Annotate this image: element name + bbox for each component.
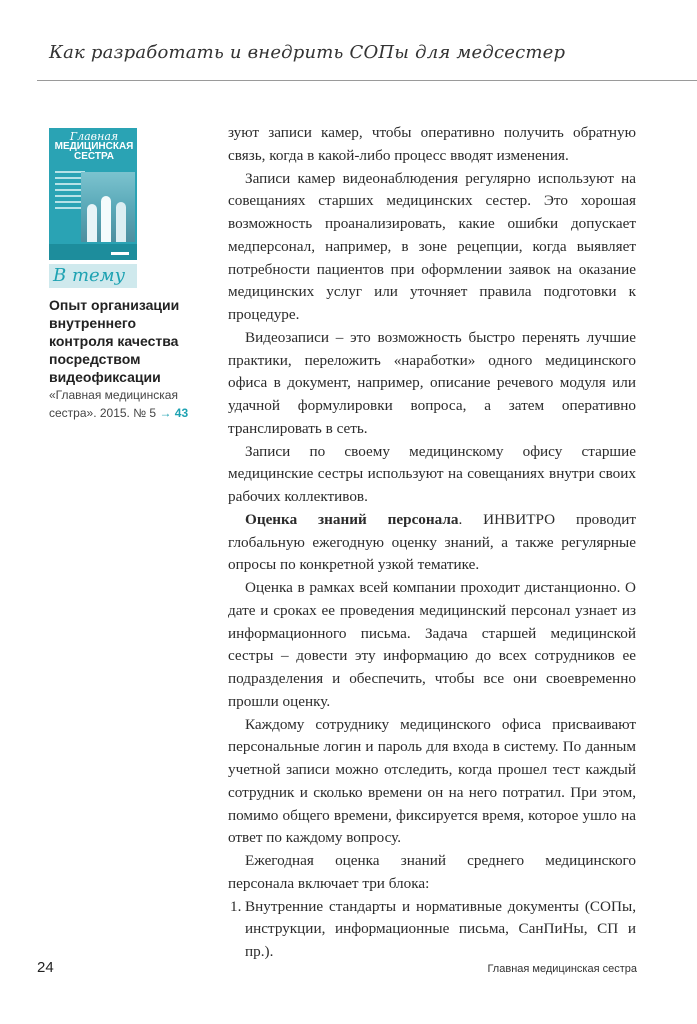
paragraph bbox=[228, 509, 636, 577]
footer-journal-title: Главная медицинская сестра bbox=[487, 963, 637, 975]
paragraph: Записи по своему медицинскому офису старшие медицинские сестры используют на совещаниях внутри своих рабочих коллективов. bbox=[228, 442, 636, 505]
cover-title: Главная МЕДИЦИНСКАЯ СЕСТРА bbox=[54, 130, 134, 162]
article-body bbox=[228, 122, 636, 964]
section-label: В тему bbox=[53, 265, 126, 286]
arrow-right-icon: → bbox=[159, 405, 172, 420]
paragraph: Ежегодная оценка знаний среднего медицинского персонала включает три блока: bbox=[228, 852, 636, 892]
paragraph-text: . ИНВИТРО проводит глобальную ежегодную оценку знаний, а также регулярные опросы по конкретной узкой тематике. bbox=[228, 510, 636, 574]
running-title: Как разработать и внедрить СОПы для медсестер bbox=[49, 42, 566, 63]
paragraph: Видеозаписи – это возможность быстро перенять лучшие практики, переложить «наработки» одного медицинского офиса в документ, например, описание речевого модуля или удачной формулировки вопроса, а затем оперативно транслировать в сеть. bbox=[228, 328, 636, 437]
related-article-reference bbox=[49, 387, 189, 422]
subheading-knowledge-assessment: Оценка знаний персонала bbox=[245, 510, 459, 528]
cover-footer-band bbox=[49, 244, 137, 260]
list-item bbox=[228, 896, 636, 964]
paragraph: зуют записи камер, чтобы оперативно получить обратную связь, когда в какой-либо процесс вводят изменения. bbox=[228, 124, 636, 164]
assessment-blocks-list bbox=[228, 896, 636, 964]
page-number: 24 bbox=[37, 959, 54, 976]
page-reference-link[interactable]: 43 bbox=[174, 405, 189, 420]
publisher-logo-icon bbox=[111, 252, 129, 255]
section-label-box bbox=[49, 264, 137, 288]
journal-cover-thumbnail[interactable] bbox=[49, 128, 137, 260]
related-article-title[interactable]: Опыт организации внутреннего контроля качества посредством видеофиксации bbox=[49, 297, 180, 385]
paragraph: Записи камер видеонаблюдения регулярно используют на совещаниях старших медицинских сестер. Это хорошая возможность проанализировать, какие ошибки допускает медперсонал, например, в зоне рецепции, когда выявляет потребности пациентов при оформлении заявок на оказание медицинских услуг или уточняет правила подготовки к процедуре. bbox=[228, 169, 636, 323]
list-item-text: Внутренние стандарты и нормативные документы (СОПы, инструкции, информационные письма, СанПиНы, СП и пр.). bbox=[245, 897, 636, 960]
cover-photo bbox=[81, 172, 135, 242]
reference-text: «Главная медицинская сестра». 2015. № 5 bbox=[49, 388, 178, 420]
list-number: 1. bbox=[230, 897, 242, 915]
paragraph: Оценка в рамках всей компании проходит дистанционно. О дате и сроках ее проведения медицинский персонал узнает из информационного письма. Задача старшей медицинской сестры – довести эту информацию до всех сотрудников ее подразделения и обеспечить, чтобы все они своевременно прошли оценку. bbox=[228, 579, 636, 710]
header-divider bbox=[37, 80, 697, 81]
paragraph: Каждому сотруднику медицинского офиса присваивают персональные логин и пароль для входа в систему. По данным учетной записи можно отследить, когда прошел тест каждый сотрудник и сколько времени он на него потратил. При этом, помимо общего времени, фиксируется время, которое ушло на ответ по каждому вопросу. bbox=[228, 715, 636, 847]
